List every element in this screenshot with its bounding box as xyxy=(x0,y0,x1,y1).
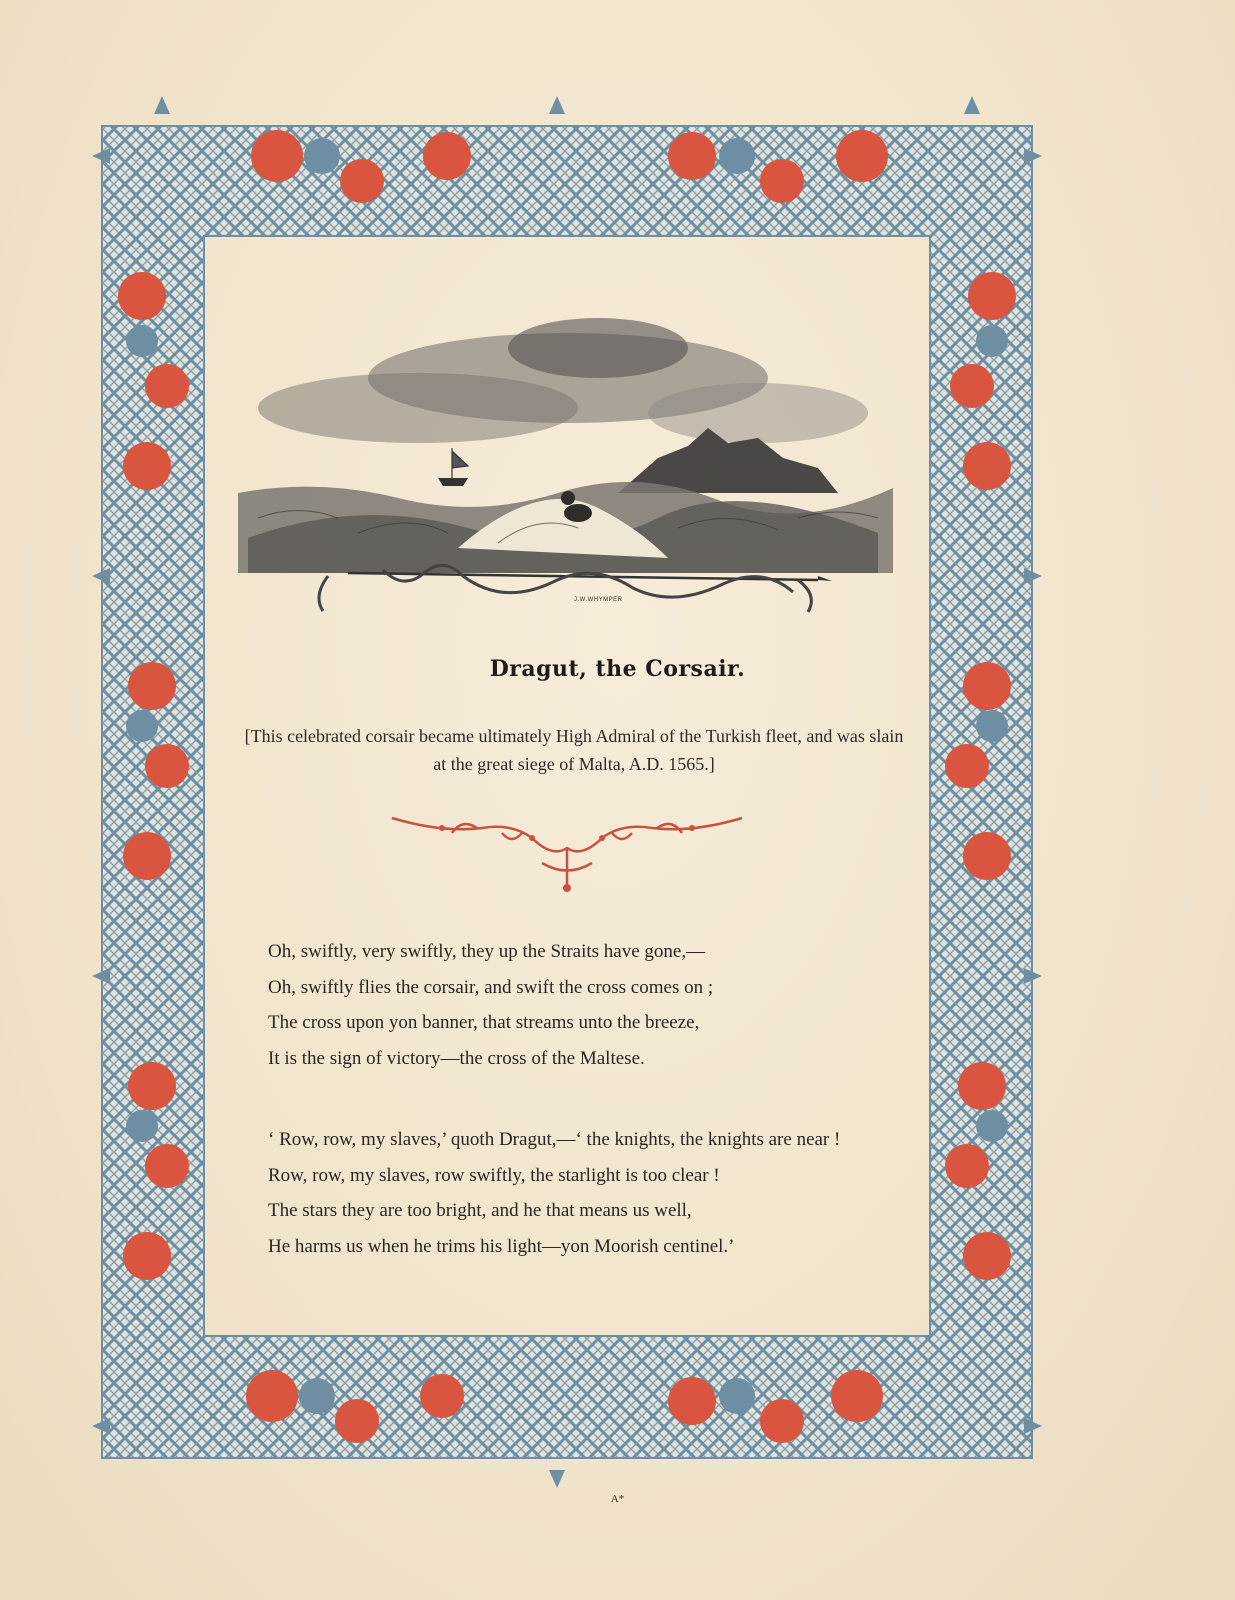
poem-intro-note: [This celebrated corsair became ultimately High Admiral of the Turkish fleet, and was slain at the great siege of Malta, A.D. 1565.] xyxy=(244,726,904,774)
page-folio: A* xyxy=(610,1493,625,1505)
poem-line: Oh, swiftly, very swiftly, they up the Straits have gone,— xyxy=(268,941,706,962)
poem-title: Dragut, the Corsair. xyxy=(489,656,746,682)
poem-line: Row, row, my slaves, row swiftly, the starlight is too clear ! xyxy=(268,1164,720,1186)
knotwork-border-icon xyxy=(92,96,1042,1488)
poem-line: The stars they are too bright, and he that means us well, xyxy=(268,1200,692,1221)
poem-line: It is the sign of victory—the cross of the Maltese. xyxy=(268,1047,645,1069)
poem-line: The cross upon yon banner, that streams unto the breeze, xyxy=(268,1012,700,1033)
poem-line: He harms us when he trims his light—yon Moorish centinel.’ xyxy=(268,1235,735,1257)
engraver-signature: J.W.WHYMPER xyxy=(574,597,623,603)
sea-engraving-image xyxy=(238,318,893,613)
poem-stanza-2 xyxy=(268,1122,928,1264)
poem-stanza-1 xyxy=(268,934,928,1076)
red-ornament-flourish-icon xyxy=(382,808,752,908)
poem-line: Oh, swiftly flies the corsair, and swift the cross comes on ; xyxy=(268,976,714,998)
poem-line: ‘ Row, row, my slaves,’ quoth Dragut,—‘ the knights, the knights are near ! xyxy=(268,1129,841,1150)
